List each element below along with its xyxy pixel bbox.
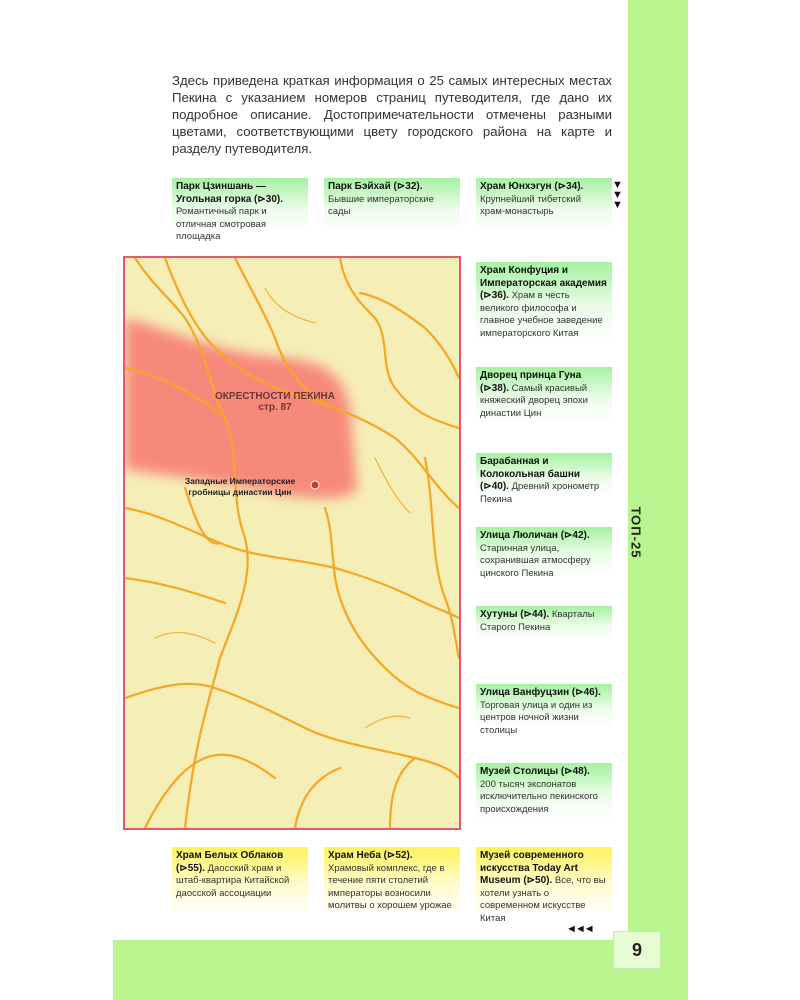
poi-label-line2: гробницы династии Цин bbox=[188, 487, 292, 497]
card-drum-bell-towers[interactable] bbox=[476, 453, 612, 505]
card-temple-of-heaven[interactable] bbox=[324, 847, 460, 915]
card-desc: Самый красивый княжеский дворец эпохи династии Цин bbox=[480, 382, 588, 419]
card-title: Улица Люличан (⊳42). bbox=[480, 530, 590, 541]
card-desc: Древний хронометр Пекина bbox=[480, 481, 600, 505]
card-desc: Храм в честь великого философа и главное учебное заведение императорского Китая bbox=[480, 290, 603, 339]
card-desc: Даосский храм и штаб-квартира Китайской даосской ассоциации bbox=[176, 862, 290, 899]
map-canvas bbox=[125, 258, 459, 828]
map[interactable] bbox=[123, 256, 461, 830]
nav-arrows-down-icon: ▼▼▼ bbox=[612, 179, 623, 211]
card-white-cloud-temple[interactable] bbox=[172, 847, 308, 915]
card-title: Улица Ванфуцзин (⊳46). bbox=[480, 687, 601, 698]
card-wangfujing[interactable] bbox=[476, 684, 612, 736]
page-number: 9 bbox=[613, 931, 661, 969]
card-desc: Крупнейший тибетский храм-монастырь bbox=[480, 193, 582, 217]
poi-label-line1: Западные Императорские bbox=[184, 476, 296, 486]
card-desc: Кварталы Старого Пекина bbox=[480, 609, 595, 633]
card-desc: Бывшие императорские сады bbox=[328, 193, 434, 217]
card-desc: Романтичный парк и отличная смотровая площадка bbox=[176, 206, 267, 242]
card-yonghegong[interactable] bbox=[476, 178, 612, 232]
card-desc: 200 тысяч экспонатов исключительно пекинского происхождения bbox=[480, 778, 598, 815]
region-highlight[interactable] bbox=[125, 318, 357, 498]
card-capital-museum[interactable] bbox=[476, 763, 612, 821]
card-beihai-park[interactable] bbox=[324, 178, 460, 232]
poi-marker-icon[interactable] bbox=[311, 481, 319, 489]
card-liulichang[interactable] bbox=[476, 527, 612, 579]
card-today-art-museum[interactable] bbox=[476, 847, 612, 924]
card-confucius-temple[interactable] bbox=[476, 262, 612, 342]
card-desc: Торговая улица и один из центров ночной жизни столицы bbox=[480, 699, 593, 736]
card-title: Парк Цзиншань — Угольная горка (⊳30). bbox=[176, 181, 283, 205]
card-title: Барабанная и Колокольная башни (⊳40). bbox=[480, 456, 580, 492]
card-desc: Все, что вы хотели узнать о современном искусстве Китая bbox=[480, 875, 606, 924]
intro-paragraph: Здесь приведена краткая информация о 25 самых интересных местах Пекина с указанием номеров страниц путеводителя, где дано их подробное описание. Достопримечательности отмечены разными цветами, соответствующими цвету городского района на карте и разделу путеводителя. bbox=[172, 73, 612, 156]
card-title: Музей Столицы (⊳48). bbox=[480, 766, 590, 777]
card-title: Храм Конфуция и Императорская академия (⊳36). bbox=[480, 265, 607, 301]
card-title: Парк Бэйхай (⊳32). bbox=[328, 181, 423, 192]
card-desc: Старинная улица, сохранившая атмосферу цинского Пекина bbox=[480, 542, 591, 579]
card-title: Храм Юнхэгун (⊳34). bbox=[480, 181, 584, 192]
nav-arrows-back-icon: ◄◄◄ bbox=[566, 923, 593, 935]
card-title: Храм Неба (⊳52). bbox=[328, 850, 413, 861]
card-hutongs[interactable] bbox=[476, 606, 612, 640]
card-title: Храм Белых Облаков (⊳55). bbox=[176, 850, 284, 874]
card-title: Хутуны (⊳44). bbox=[480, 609, 550, 620]
section-label: ТОП-25 bbox=[628, 506, 644, 559]
card-jingshan-park[interactable] bbox=[172, 178, 308, 242]
card-title: Музей современного искусства Today Art Museum (⊳50). bbox=[480, 850, 584, 886]
bottom-band bbox=[113, 940, 688, 1000]
card-title: Дворец принца Гуна (⊳38). bbox=[480, 370, 582, 394]
card-prince-gong-palace[interactable] bbox=[476, 367, 612, 422]
region-page: стр. 87 bbox=[258, 402, 292, 413]
card-desc: Храмовый комплекс, где в течение пяти столетий императоры возносили молитвы о хорошем урожае bbox=[328, 862, 452, 911]
region-title: ОКРЕСТНОСТИ ПЕКИНА bbox=[215, 391, 335, 402]
